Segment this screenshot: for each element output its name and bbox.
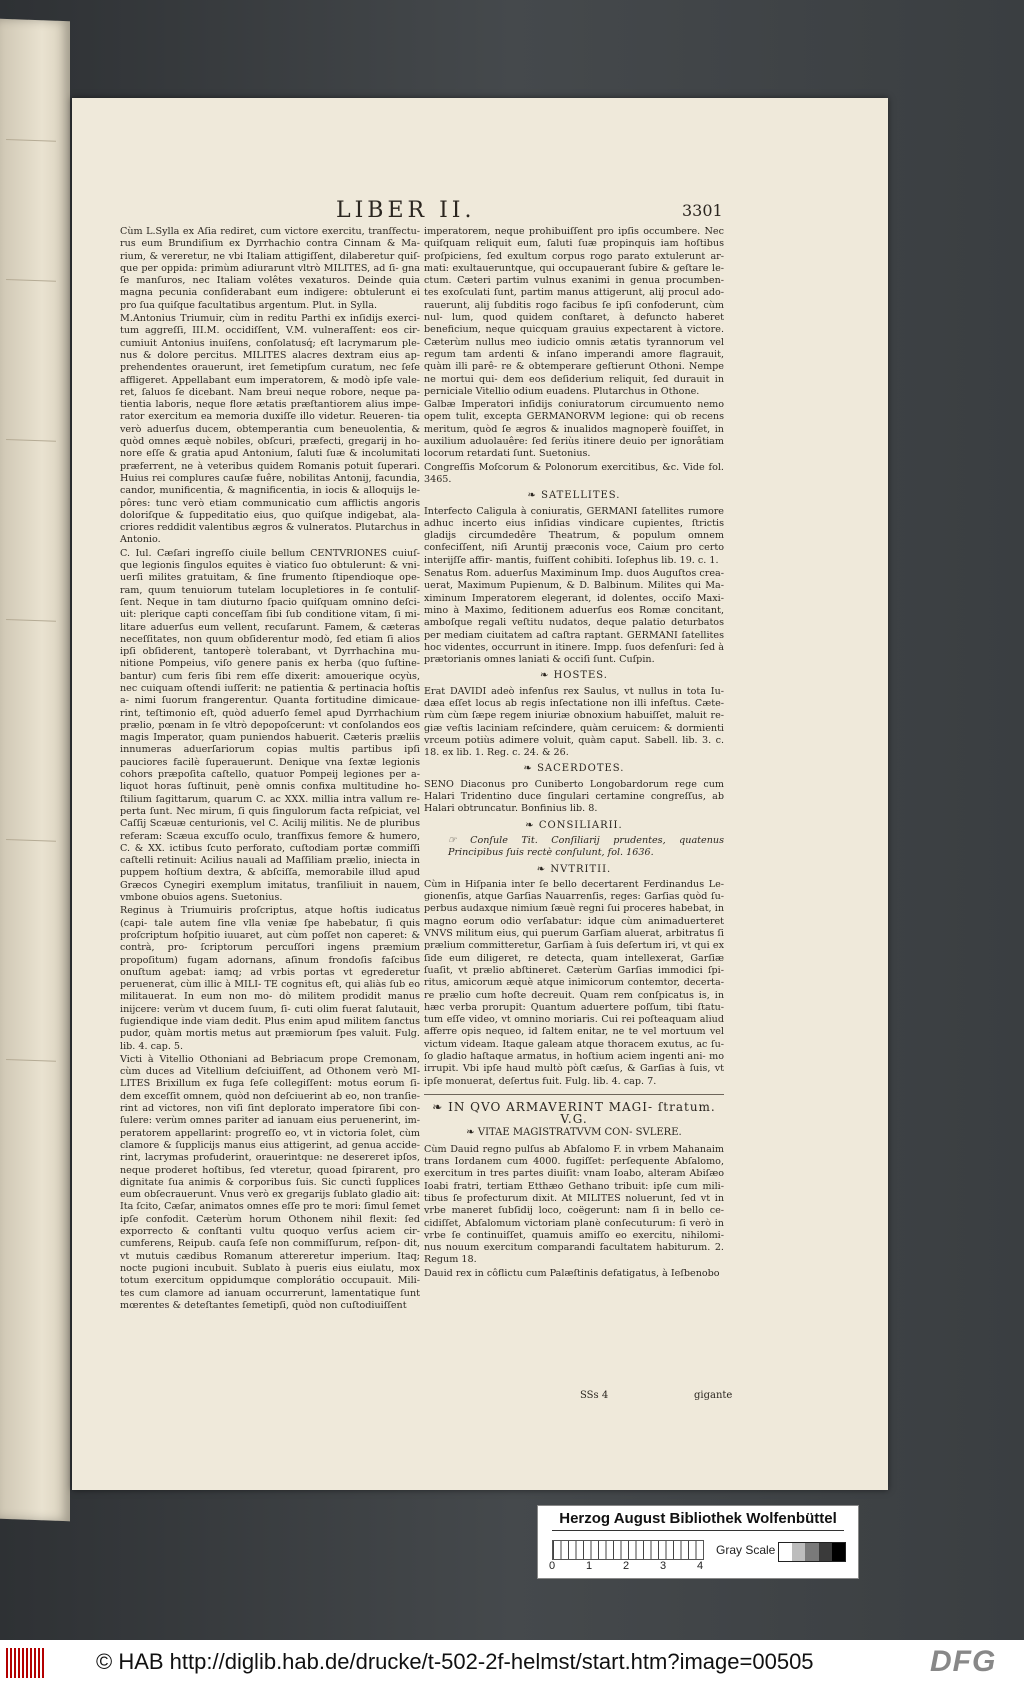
chapter-subheading: ❧ VITAE MAGISTRATVVM CON- SVLERE.	[466, 1127, 682, 1139]
color-target-card	[537, 1505, 859, 1579]
paragraph: SENO Diaconus pro Cuniberto Longobardorum rege cum Halari Tridentino duce ſingulari certamine congreſſus, ab Halari obtruncatur. Bonfinius lib. 8.	[424, 778, 724, 815]
text-trace	[6, 619, 56, 622]
text-trace	[6, 139, 56, 142]
scanned-page	[72, 98, 888, 1490]
gray-swatch	[832, 1543, 845, 1561]
paragraph: Victi à Vitellio Othoniani ad Bebriacum prope Cremonam, cùm duces ad Vitellium deſciuiſſent, ad Othonem verò MI- LITES Brixillum ex fuga ſeſe collegiſſent: motus eorum ſi- dem exceſſit omnem, quòd non deſciuerint ab eo, non tranſie- rint ad victores, non viſi ſint deplorato imperatore ſibi con- ſulere: verùm omnes pariter ad ianuam eius peruenerint, im- peratorem appellarint: progreſſo eo, vt in victoria ſolet, cùm clamore & ſupplicijs manus eius attigerint, ad genua accide- rint, lacrymas profuderint, orauerintque: ne desereret ipſos, neque proderet hoſtibus, ſed vteretur, quoad ſpirarent, pro dignitate ſua animis & corporibus ſuis. Sic cunctì ſupplices eum obſecrauerunt. Vnus verò ex gregarijs ſublato gladio ait: Ita ſcito, Cæſar, animatos omnes eſſe pro te mori: ſimul ſemet ipſe confodit. Cæterùm horum Othonem nihil flexit: ſed exporrecto & conſtanti vultu quoquo verſus aciem cir- cumferens, Reipub. cauſa ſeſe non commiſſurum, reſpon- dit, vt mutuis cædibus Romanum attereretur imperium. Itaq; nocte pugioni incubuit. Sublato à pueris eius eiulatu, mox totum exercitum oppidumque complorátio occupauit. Mili- tes cum clamore ad ianuam occurrerunt, lamentatique ſunt mœrentes & deteſtantes ſemetipſi, quòd non cuſtodiuiſſent	[120, 1053, 420, 1311]
gray-swatch	[805, 1543, 818, 1561]
chapter-heading: ❧ IN QVO ARMAVERINT MAGI- ſtratum. V.G.	[432, 1099, 716, 1127]
page-header	[72, 198, 888, 228]
paragraph: Erat DAVIDI adeò infenſus rex Saulus, vt nullus in tota Iu- dæa eſſet locus ab regis inſectatione non illi infeſtus. Cæte- rùm cùm ſæpe regem iniuriæ obnoxium habuiſſet, maluit re- giæ veſtis laciniam reſcindere, quàm ceruicem: & dormienti vrceum potiùs adimere voluit, quàm caput. Sabell. lib. 3. c. 18. ex lib. 1. Reg. c. 24. & 26.	[424, 685, 724, 759]
hab-logo-icon	[6, 1648, 44, 1678]
section-heading-satellites: ❧ SATELLITES.	[527, 490, 621, 502]
paragraph: Reginus à Triumuiris proſcriptus, atque hoſtis iudicatus (capi- tale autem ſine vlla veniæ ſpe habebatur, ſi quis proſcriptum hoſpitio iuuaret, aut cùm poſſet non caperet: & contrà, pro- ſcriptorum percuſſori ingens præmium propoſitum) fugam adornans, aſinum frondoſis faſcibus onuſtum agebat: iamq; ad vrbis portas vt egrederetur peruenerat, cùm illic à MILI- TE cognitus eſt, qui aliàs ſub eo militauerat. In eum non mo- dò militem prodidit manus inijcere: verùm vt ducem ſuum, ſi- cuti olim fuerat ſalutauit, fugiendique inde viam dedit. Plus enim apud militem ſanctus pudor, quàm mortis metus aut præmiorum ſpes valuit. Fulg. lib. 4. cap. 5.	[120, 905, 420, 1052]
section-heading-consiliarii: ❧ CONSILIARII.	[525, 819, 623, 831]
paragraph: imperatorem, neque prohibuiſſent pro ipſis occumbere. Nec quiſquam reliquit eum, ſaluti ſuæ propinquis iam hoſtibus proſpiciens, ſed exultum corpus rogo parato extulerunt ar- mati: exultaueruntque, qui occupauerant ſubire & geſtare le- ctum. Cæteri partim vulnus exanimi in genua procumben- tes exoſculati ſunt, partim manus attigerunt, alij procul ado- rauerunt, alij ſubditis rogo facibus ſe ipſi confoderunt, cùm nul- lum, quod quidem conſtaret, à defuncto haberet beneficium, neque quicquam grauius expectarent à victore. Cæterùm nullus meo iudicio omnis ætatis tyrannorum vel regum tam ardenti & inſano imperandi amore flagrauit, quàm illi parê- re & obtemperare geſtierunt Othoni. Nempe ne mortui qui- dem eos deſiderium reliquit, ſed durauit in perniciale Vitellio odium euadens. Plutarchus in Othone.	[424, 226, 724, 397]
gray-swatch	[792, 1543, 805, 1561]
library-name: Herzog August Bibliothek Wolfenbüttel	[559, 1510, 837, 1527]
right-column	[424, 226, 724, 1281]
section-heading-nutritii: ❧ NVTRITII.	[536, 863, 612, 875]
fleuron-icon: ❧	[466, 1127, 478, 1139]
ruler-label: 3	[660, 1560, 667, 1572]
paragraph: Congreſſis Moſcorum & Polonorum exercitibus, &c. Vide fol. 3465.	[424, 461, 724, 485]
source-url[interactable]: © HAB http://diglib.hab.de/drucke/t-502-2f-helmst/start.htm?image=00505	[96, 1649, 814, 1674]
gray-scale-label: Gray Scale	[716, 1543, 776, 1557]
running-title: LIBER II.	[336, 198, 476, 223]
text-trace	[6, 279, 56, 282]
section-heading-hostes: ❧ HOSTES.	[540, 670, 608, 682]
facing-page-edge	[0, 19, 70, 1521]
dfg-logo: DFG	[930, 1645, 997, 1678]
paragraph: Dauid rex in côflictu cum Palæſtinis defatigatus, à Ieſbenobo	[424, 1267, 720, 1279]
left-column	[120, 226, 420, 1313]
gray-swatch	[819, 1543, 832, 1561]
cross-reference-note: ☞ Conſule Tit. Conſiliarij prudentes, quatenus Principibus ſuis rectè conſulunt, fol. 1636.	[448, 834, 724, 859]
fleuron-icon: ❧	[527, 490, 542, 502]
text-trace	[6, 839, 56, 842]
paragraph: Cùm L.Sylla ex Aſia rediret, cum victore exercitu, tranſfectu- rus eum Brundiſium ex Dyrrhachio contra Cinnam & Ma- rium, & vereretur, ne vbi Italiam attigiſſent, dilaberetur quiſ- que per oppida: primùm adiurarunt vltrò MILITES, ad ſi- gna ſe manſuros, nec Italiam volêtes vexaturos. Deinde quia magna pecunia conſiderabant eum indigere: obtulerunt ei pro ſua quiſque facultatibus argentum. Plut. in Sylla.	[120, 226, 420, 311]
fleuron-icon: ❧	[540, 670, 554, 682]
fleuron-icon: ❧	[432, 1099, 449, 1114]
footer-bar	[0, 1640, 1024, 1686]
signature-mark: SSs 4	[580, 1390, 609, 1401]
pointing-hand-icon: ☞	[448, 834, 471, 846]
paragraph: Cùm in Hiſpania inter ſe bello decertarent Ferdinandus Le- gionenſis, atque Garſias Nauarrenſis, reges: Garſias quòd ſu- perbus audaxque nimium ſæuè regni ſui proceres habebat, in magno eorum odio verſabatur: idque cùm animaduerteret VNVS militum eius, qui puerum Garſiam aluerat, arbitratus ſi prælium committeretur, Garſiam à ſuis deſertum iri, vt qui ex ſide eum diligeret, re detecta, quam intellexerat, Garſiæ ſuaſit, vt prælio abſtineret. Cæterùm Garſias immodici ſpi- ritus, amicorum æquè atque inimicorum contemtor, decerta- re prælio cum hoſte decreuit. Quam rem conſpicatus is, in hæc verba prorupit: Quantum aduertere poſſum, tibi ſtatu- tum eſſe video, vt omnino moriaris. Cui rei poſteaquam aliud afferre opis nequeo, id ſaltem enitar, ne te vel mortuum vel victum videam. Itaque galeam atque thoracem exutus, ac ſu- ſo gladio haſtaque armatus, in hoſtium aciem ingenti ani- mo irrupit. Vbi ipſe haud multò pòſt cæſus, & Garſias à ſuis, vt ipſe monuerat, deſertus fuit. Fulg. lib. 4. cap. 7.	[424, 878, 724, 1087]
divider	[424, 1094, 724, 1095]
page-number: 3301	[682, 201, 723, 220]
paragraph: Cùm Dauid regno pulſus ab Abſalomo F. in vrbem Mahanaim trans Iordanem cum 4000. fugiſſet: perſequente Abſalomo, exercitum in tres partes diuiſit: vnam Ioabo, alteram Abiſæo Ioabi fratri, tertiam Etthæo Gethano tribuit: ipſe cum mili- tibus ſe profecturum dixit. At MILITES noluerunt, ſed vt in vrbe maneret ſubſidij loco, coëgerunt: nam ſi in bello ce- cidiſſet, Abſalomum victoriam planè conſecuturum: ſi verò in vrbe ſe continuiſſet, quamuis amiſſo eo exercitu, nihilomi- nus nouum exercitum comparandi facultatem habiturum. 2. Regum 18.	[424, 1143, 724, 1266]
fleuron-icon: ❧	[536, 863, 551, 875]
paragraph: Interfecto Caligula à coniuratis, GERMANI ſatellites rumore adhuc incerto eius inſidias vindicare cupientes, ſtrictis gladijs circumdedêre Theatrum, & populum omnem confeciſſent, niſi Aruntij præconis voce, Caium pro certo interijſſe affir- mantis, fuiſſent cohibiti. Ioſephus lib. 19. c. 1.	[424, 505, 724, 566]
fleuron-icon: ❧	[523, 763, 538, 775]
paragraph: Senatus Rom. aduerſus Maximinum Imp. duos Auguſtos crea- uerat, Maximum Pupienum, & D. Balbinum. Milites qui Ma- ximinum Imperatorem elegerant, id dolentes, occiſo Maxi- mino à Maximo, ſeditionem aduerſus eos Romæ concitant, amboſque regali veſtitu nudatos, deque palatio deturbatos per mediam ciuitatem ad caſtra raptant. GERMANI ſatellites hoc videntes, occurrunt in itinere. Impp. ſuos defenſuri: ſed à prætorianis omnes laniati & occiſi ſunt. Cuſpin.	[424, 568, 724, 666]
gray-scale-swatches	[778, 1542, 846, 1562]
text-trace	[6, 439, 56, 442]
ruler-label: 1	[586, 1560, 593, 1572]
gray-swatch	[779, 1543, 792, 1561]
ruler-label: 4	[697, 1560, 704, 1572]
text-trace	[6, 1059, 56, 1062]
ruler-label: 2	[623, 1560, 630, 1572]
paragraph: M.Antonius Triumuir, cùm in reditu Parthi ex inſidijs exerci- tum aggreſſi, III.M. occidiſſent, V.M. vulneraſſent: eos cir- cumiuit Antonius inuiſens, conſolatusq́; eſt lacrymarum ple- nus & dolore percitus. MILITES alacres dextram eius ap- prehendentes orauerunt, iret ſemetipſum curatum, nec ſeſe affligeret. Appellabant eum imperatorem, & modò ipſe vale- ret, ſaluos ſe dicebant. Nam breui neque robore, neque pa- tientia laboris, neque flore ætatis præſtantiorem alius impe- rator exercitum ea memoria duxiſſe illo videtur. Reueren- tia verò aduerſus ducem, obtemperantia cum beneuolentia, & quòd omnes æquè nobiles, obſcuri, præfecti, gregarij in ho- nore eſſe & gratia apud Antonium, ſaluti ſuæ & incolumitati præferrent, ne à veteribus quidem Romanis potuit ſuperari. Huius rei complures cauſæ fuêre, nobilitas Antonij, facundia, candor, munificentia, & magnificentia, in iocis & alloquijs le- pôres: tunc verò etiam communicatio cum afflictis angoris doloriſque & ſuppeditatio eius, quo quiſque indigebat, ala- criores reddidit valentibus ægros & vulneratos. Plutarchus in Antonio.	[120, 313, 420, 546]
ruler-label: 0	[549, 1560, 556, 1572]
scale-ruler	[552, 1540, 704, 1560]
fleuron-icon: ❧	[525, 819, 539, 831]
divider	[552, 1530, 844, 1531]
catchword: gigante	[694, 1390, 733, 1401]
paragraph: C. Iul. Cæſari ingreſſo ciuile bellum CENTVRIONES cuiuſ- que legionis ſingulos equites è viatico ſuo obtulerunt: & vni- uerſi milites gratuitam, & ſine frumento ſtipendioque ope- ram, quum tenuiorum tutelam locupletiores in ſe contuliſ- ſent. Neque in tam diuturno ſpacio quiſquam omnino deſci- uit: plerique capti conceſſam ſibi ſub conditione vitam, ſi mi- litare aduerſus eum vellent, recuſarunt. Famem, & cæteras neceſſitates, non quum obſiderentur modò, ſed etiam ſi alios ipſi obſiderent, tantoperè tolerabant, vt Dyrrhachina mu- nitione Pompeius, viſo genere panis ex herba (quo ſuſtine- bantur) cum feris ſibi rem eſſe dixerit: amouerique ocyùs, nec cuiquam oſtendi iuſſerit: ne patientia & pertinacia hoſtis a- nimi ſuorum frangerentur. Quanta fortitudine dimicaue- rint, teſtimonio eſt, quòd aduerſo ſemel apud Dyrrhachium prælio, pœnam in ſe vltrò depopoſcerunt: vt conſolandos eos magis Imperator, quam puniendos habuerit. Cæteris præliis innumeras aduerſariorum copias multis partibus ipſi pauciores facilè ſuperauerunt. Denique vna ſextæ legionis cohors præpoſita caſtello, quatuor Pompeij legiones per a- liquot horas ſuſtinuit, penè omnis confixa multitudine ho- ſtilium ſagittarum, quarum C. ac XXX. millia intra vallum re- perta ſunt. Nec mirum, ſi quis ſingulorum facta reſpiciat, vel Caſſij Scæuæ centurionis, vel C. Acilij militis. Ne de pluribus referam: Scæua excuſſo oculo, tranſfixus femore & humero, C. & XX. ictibus ſcuto perforato, cuſtodiam portæ commiſſi caſtelli retinuit: Acilius nauali ad Maſſiliam prælio, iniecta in puppem hoſtium dextra, & abſciſſa, memorabile illud apud Græcos Cynegiri exemplum imitatus, tranſiliuit in nauem, vmbone obuios agens. Suetonius.	[120, 547, 420, 904]
paragraph: Galbæ Imperatori inſidijs coniuratorum circumuento nemo opem tulit, excepta GERMANORVM legione: qui ob recens meritum, quòd ſe ægros & inualidos magnoperè fouiſſet, in auxilium aduolauêre: ſed ſeriùs itinere deuio per ignorâtiam locorum retardati ſunt. Suetonius.	[424, 399, 724, 460]
section-heading-sacerdotes: ❧ SACERDOTES.	[523, 763, 625, 775]
